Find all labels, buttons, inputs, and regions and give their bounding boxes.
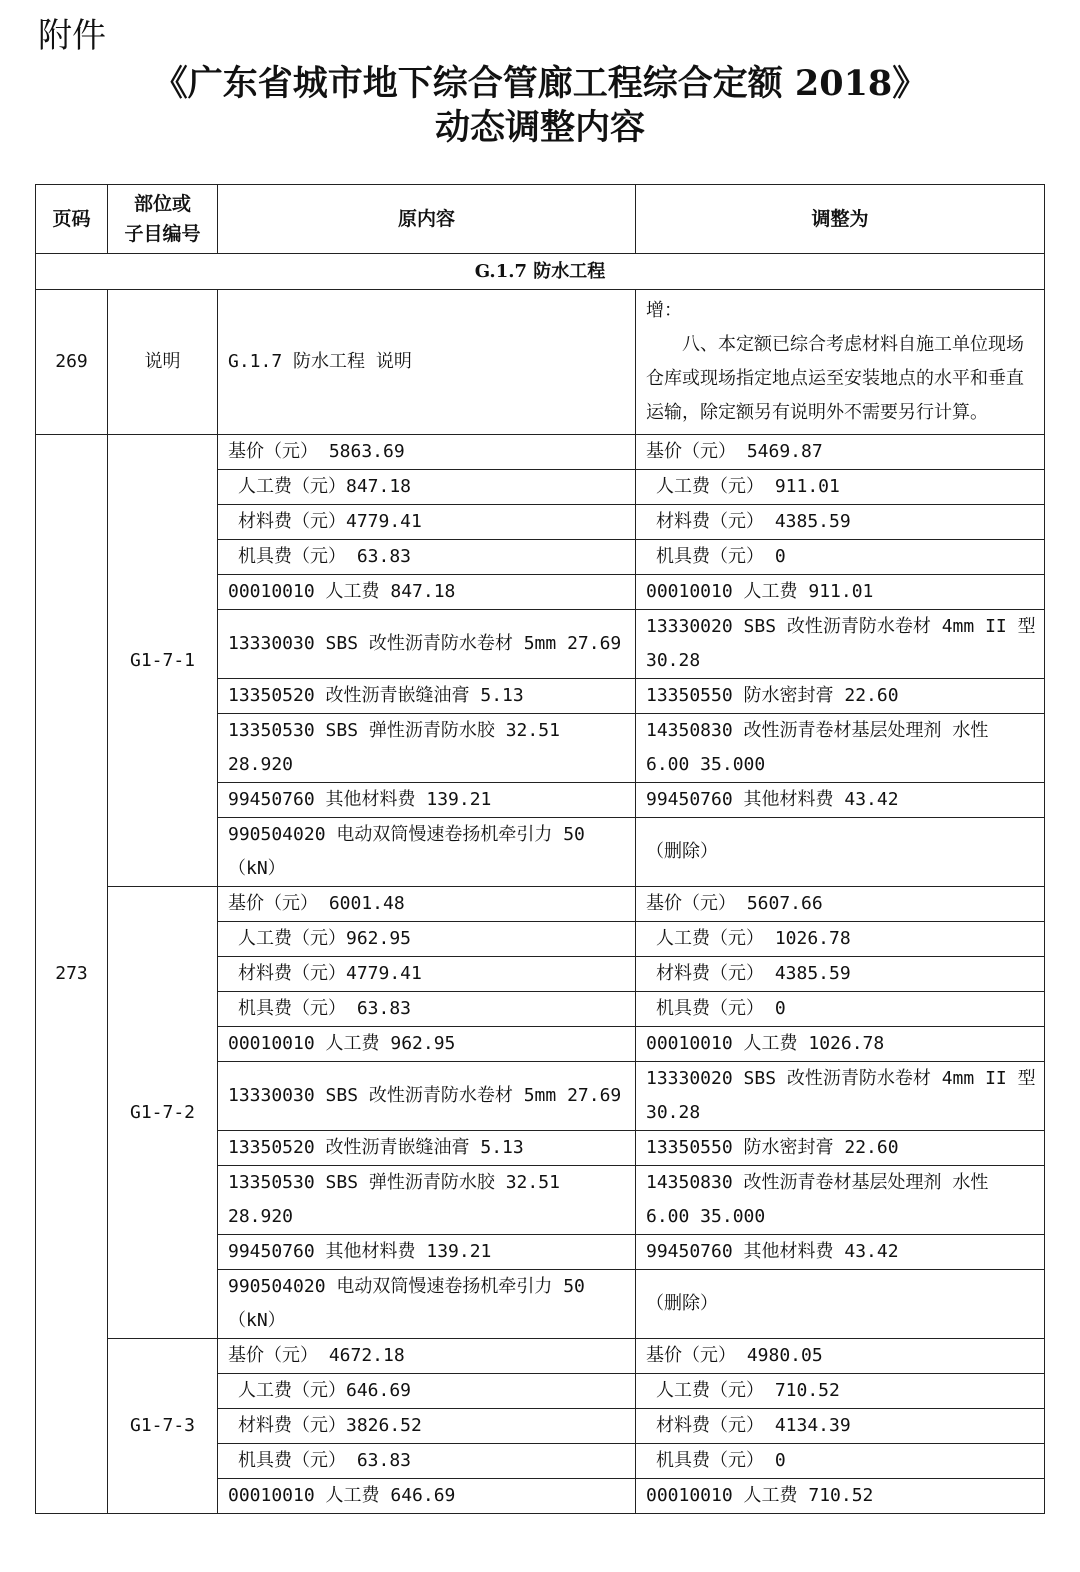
note-page: 269 <box>36 290 108 435</box>
original-cell: 机具费（元） 63.83 <box>218 1444 636 1479</box>
adjusted-cell: 13350550 防水密封膏 22.60 <box>636 679 1045 714</box>
note-adjusted-label: 增： <box>646 300 682 321</box>
table-row <box>36 435 1045 470</box>
adjusted-cell: 13330020 SBS 改性沥青防水卷材 4mm II 型 30.28 <box>636 1062 1045 1131</box>
original-cell: 990504020 电动双筒慢速卷扬机牵引力 50（kN） <box>218 1270 636 1339</box>
adjustment-table <box>35 184 1045 1514</box>
page-number-cell: 273 <box>36 435 108 1514</box>
adjusted-cell: 99450760 其他材料费 43.42 <box>636 1235 1045 1270</box>
original-cell: 00010010 人工费 962.95 <box>218 1027 636 1062</box>
note-adjusted-text: 八、本定额已综合考虑材料自施工单位现场仓库或现场指定地点运至安装地点的水平和垂直运输，除定额另有说明外不需要另行计算。 <box>646 334 1024 423</box>
adjusted-cell: 材料费（元） 4385.59 <box>636 957 1045 992</box>
original-cell: 99450760 其他材料费 139.21 <box>218 783 636 818</box>
adjusted-cell: 基价（元） 4980.05 <box>636 1339 1045 1374</box>
adjusted-cell: 基价（元） 5607.66 <box>636 887 1045 922</box>
original-cell: 00010010 人工费 847.18 <box>218 575 636 610</box>
adjusted-cell: 00010010 人工费 911.01 <box>636 575 1045 610</box>
original-cell: 13350520 改性沥青嵌缝油膏 5.13 <box>218 679 636 714</box>
adjusted-cell: 人工费（元） 710.52 <box>636 1374 1045 1409</box>
adjusted-cell: （删除） <box>636 818 1045 887</box>
original-cell: 基价（元） 4672.18 <box>218 1339 636 1374</box>
header-part-line2: 子目编号 <box>124 223 201 245</box>
header-page: 页码 <box>36 185 108 254</box>
document-title: 《广东省城市地下综合管廊工程综合定额 2018》 <box>152 63 928 104</box>
original-cell: 13350530 SBS 弹性沥青防水胶 32.51 28.920 <box>218 1166 636 1235</box>
original-cell: 人工费（元）962.95 <box>218 922 636 957</box>
original-cell: 材料费（元）4779.41 <box>218 505 636 540</box>
original-cell: 材料费（元）4779.41 <box>218 957 636 992</box>
adjusted-cell: 材料费（元） 4134.39 <box>636 1409 1045 1444</box>
item-code-cell: G1-7-3 <box>108 1339 218 1514</box>
original-cell: 人工费（元）646.69 <box>218 1374 636 1409</box>
section-title: G.1.7 防水工程 <box>36 254 1045 290</box>
adjusted-cell: 机具费（元） 0 <box>636 540 1045 575</box>
section-row <box>36 254 1045 290</box>
adjusted-cell: 人工费（元） 1026.78 <box>636 922 1045 957</box>
adjusted-cell: （删除） <box>636 1270 1045 1339</box>
original-cell: 材料费（元）3826.52 <box>218 1409 636 1444</box>
adjusted-cell: 00010010 人工费 710.52 <box>636 1479 1045 1514</box>
original-cell: 13350520 改性沥青嵌缝油膏 5.13 <box>218 1131 636 1166</box>
table-row <box>36 1339 1045 1374</box>
original-cell: 人工费（元）847.18 <box>218 470 636 505</box>
note-part: 说明 <box>108 290 218 435</box>
header-row <box>36 185 1045 254</box>
adjusted-cell: 14350830 改性沥青卷材基层处理剂 水性 6.00 35.000 <box>636 1166 1045 1235</box>
header-adjusted: 调整为 <box>636 185 1045 254</box>
table-body <box>36 254 1045 1514</box>
adjusted-cell: 机具费（元） 0 <box>636 1444 1045 1479</box>
item-code-cell: G1-7-1 <box>108 435 218 887</box>
original-cell: 13330030 SBS 改性沥青防水卷材 5mm 27.69 <box>218 610 636 679</box>
original-cell: 99450760 其他材料费 139.21 <box>218 1235 636 1270</box>
table-row <box>36 887 1045 922</box>
adjusted-cell: 材料费（元） 4385.59 <box>636 505 1045 540</box>
header-part-line1: 部位或 <box>133 193 191 215</box>
adjusted-cell: 13350550 防水密封膏 22.60 <box>636 1131 1045 1166</box>
note-row <box>36 290 1045 435</box>
original-cell: 基价（元） 6001.48 <box>218 887 636 922</box>
attachment-label: 附件 <box>38 16 106 56</box>
document-subtitle: 动态调整内容 <box>434 107 645 148</box>
original-cell: 机具费（元） 63.83 <box>218 540 636 575</box>
header-part <box>108 185 218 254</box>
adjusted-cell: 99450760 其他材料费 43.42 <box>636 783 1045 818</box>
original-cell: 基价（元） 5863.69 <box>218 435 636 470</box>
item-code-cell: G1-7-2 <box>108 887 218 1339</box>
original-cell: 990504020 电动双筒慢速卷扬机牵引力 50（kN） <box>218 818 636 887</box>
note-original: G.1.7 防水工程 说明 <box>218 290 636 435</box>
adjusted-cell: 00010010 人工费 1026.78 <box>636 1027 1045 1062</box>
original-cell: 机具费（元） 63.83 <box>218 992 636 1027</box>
adjusted-cell: 13330020 SBS 改性沥青防水卷材 4mm II 型 30.28 <box>636 610 1045 679</box>
original-cell: 13350530 SBS 弹性沥青防水胶 32.51 28.920 <box>218 714 636 783</box>
header-original: 原内容 <box>218 185 636 254</box>
adjusted-cell: 基价（元） 5469.87 <box>636 435 1045 470</box>
adjusted-cell: 人工费（元） 911.01 <box>636 470 1045 505</box>
note-adjusted <box>636 290 1045 435</box>
adjusted-cell: 14350830 改性沥青卷材基层处理剂 水性 6.00 35.000 <box>636 714 1045 783</box>
adjusted-cell: 机具费（元） 0 <box>636 992 1045 1027</box>
original-cell: 00010010 人工费 646.69 <box>218 1479 636 1514</box>
original-cell: 13330030 SBS 改性沥青防水卷材 5mm 27.69 <box>218 1062 636 1131</box>
